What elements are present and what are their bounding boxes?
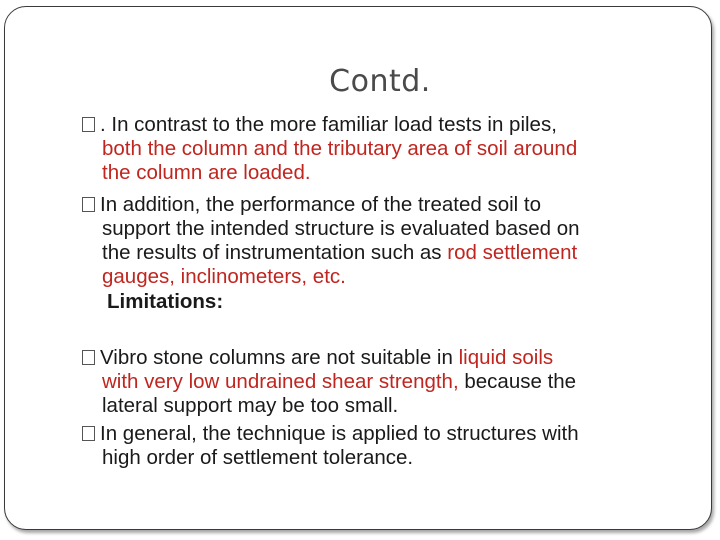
body-text: high order of settlement tolerance. <box>102 446 414 469</box>
bullet-line <box>82 370 682 394</box>
slide-title: Contd. <box>329 64 431 99</box>
bullet-box-icon <box>82 426 95 441</box>
body-text: In general, the technique is applied to structures with <box>100 422 579 445</box>
highlighted-text: liquid soils <box>458 346 554 369</box>
highlighted-text: gauges, inclinometers, etc. <box>102 265 346 288</box>
bullet-line <box>82 422 682 446</box>
bullet-line <box>82 446 682 470</box>
bullet-box-icon <box>82 197 95 212</box>
bullet-1 <box>82 113 682 185</box>
highlighted-text: the column are loaded. <box>102 161 311 184</box>
highlighted-text: with very low undrained shear strength, <box>102 370 459 393</box>
highlighted-text: rod settlement <box>447 241 578 264</box>
body-text: In addition, the performance of the treated soil to <box>100 193 542 216</box>
bullet-line <box>82 193 682 217</box>
limitations-heading-wrap <box>82 290 682 314</box>
bullet-3 <box>82 346 682 418</box>
bullet-line <box>82 161 682 185</box>
bullet-line <box>82 113 682 137</box>
body-text: . In contrast to the more familiar load tests in piles, <box>100 113 557 136</box>
bullet-line <box>82 217 682 241</box>
body-text: support the intended structure is evaluated based on <box>102 217 580 240</box>
body-text: the results of instrumentation such as <box>102 241 448 264</box>
bullet-box-icon <box>82 350 95 365</box>
bullet-line <box>82 265 682 289</box>
bullet-line <box>82 346 682 370</box>
bullet-line <box>82 241 682 265</box>
bullet-4 <box>82 422 682 470</box>
bullet-line <box>82 137 682 161</box>
body-text: because the <box>458 370 577 393</box>
body-text: Vibro stone columns are not suitable in <box>100 346 459 369</box>
highlighted-text: both the column and the tributary area of soil around <box>102 137 578 160</box>
bullet-line <box>82 394 682 418</box>
limitations-heading: Limitations: <box>107 290 224 313</box>
bullet-box-icon <box>82 117 95 132</box>
body-text: lateral support may be too small. <box>102 394 399 417</box>
bullet-2 <box>82 193 682 289</box>
